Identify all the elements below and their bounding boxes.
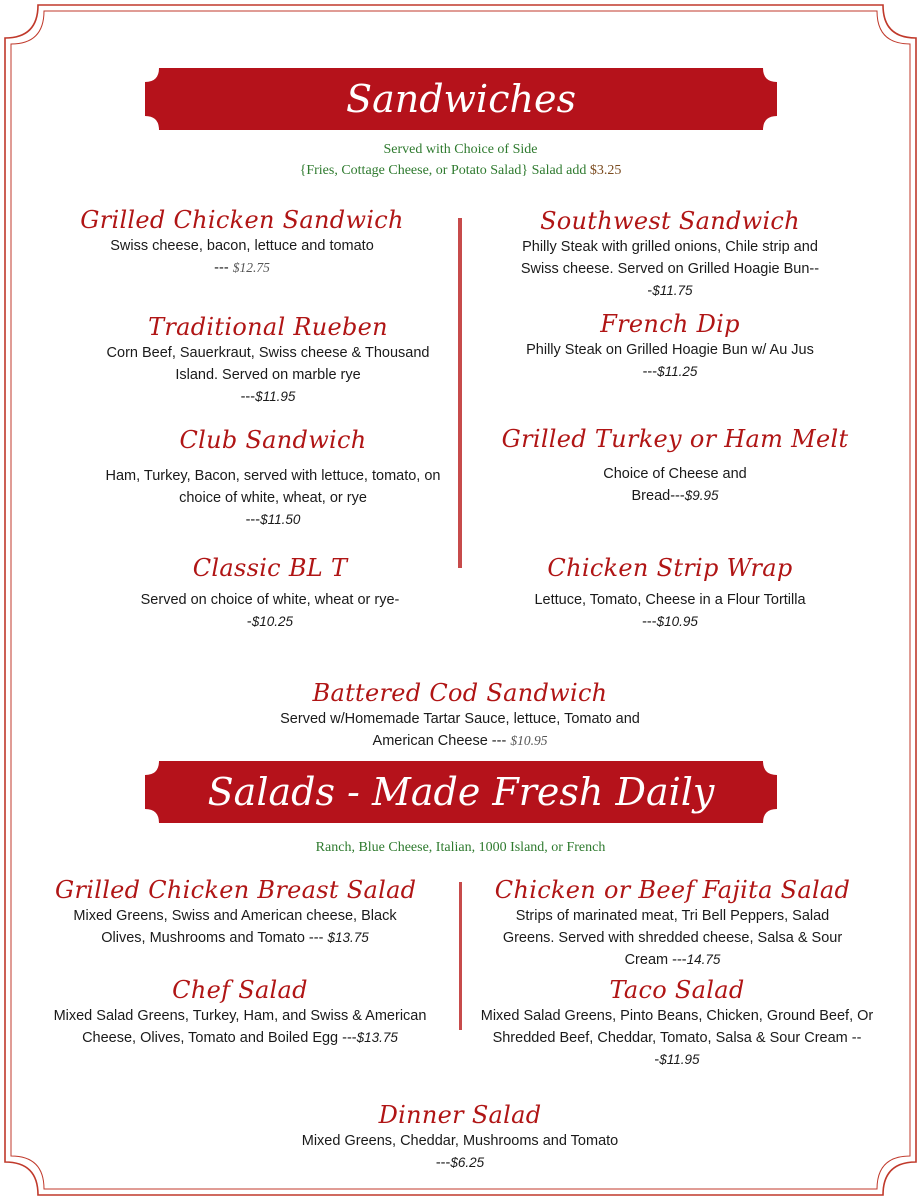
item-name: Dinner Salad [378, 1101, 542, 1129]
item-name: Grilled Turkey or Ham Melt [501, 425, 849, 453]
item-name: Grilled Chicken Breast Salad [55, 876, 417, 904]
menu-item-traditional-rueben: Traditional Rueben Corn Beef, Sauerkraut, Swiss cheese & Thousand Island. Served on marble rye ---$11.95 [95, 312, 441, 408]
item-price: $10.95 [656, 614, 698, 629]
menu-item-club-sandwich: Club Sandwich Ham, Turkey, Bacon, served with lettuce, tomato, on choice of white, wheat, or rye ---$11.50 [100, 425, 446, 531]
item-name: Grilled Chicken Sandwich [80, 206, 404, 234]
item-price: $6.25 [450, 1155, 485, 1170]
item-price: $11.25 [657, 364, 698, 379]
item-description: Served on choice of white, wheat or rye-- [140, 592, 400, 630]
sandwiches-column-divider [458, 218, 462, 568]
sides-note-line2: {Fries, Cottage Cheese, or Potato Salad} Salad add $3.25 [299, 163, 622, 178]
item-description: Mixed Greens, Swiss and American cheese, Black Olives, Mushrooms and Tomato --- [73, 908, 397, 946]
item-description: Corn Beef, Sauerkraut, Swiss cheese & Thousand Island. Served on marble rye [106, 345, 430, 383]
item-name: Chicken Strip Wrap [547, 554, 793, 582]
item-description: Strips of marinated meat, Tri Bell Peppers, Salad Greens. Served with shredded cheese, Salsa & Sour Cream --- [502, 908, 843, 968]
item-name: French Dip [600, 310, 740, 338]
item-description: Mixed Greens, Cheddar, Mushrooms and Tomato [301, 1133, 619, 1149]
menu-item-chef-salad [30, 975, 450, 1049]
item-name: Chef Salad [172, 976, 308, 1004]
menu-item-chicken-strip-wrap: Chicken Strip Wrap Lettuce, Tomato, Cheese in a Flour Tortilla ---$10.95 [490, 553, 850, 633]
item-description: Served w/Homemade Tartar Sauce, lettuce, Tomato and American Cheese --- [280, 711, 640, 749]
item-price: $12.75 [232, 260, 270, 275]
item-name: Southwest Sandwich [540, 207, 800, 235]
item-price: $10.95 [510, 733, 548, 748]
item-description: Choice of Cheese and Bread--- [603, 466, 747, 504]
item-description: Ham, Turkey, Bacon, served with lettuce, tomato, on choice of white, wheat, or rye [105, 468, 441, 506]
sandwiches-banner [145, 68, 777, 130]
item-price: $9.95 [684, 488, 719, 503]
item-price: $10.25 [251, 614, 294, 629]
salads-heading: Salads - Made Fresh Daily [207, 770, 715, 814]
item-price: $11.95 [255, 389, 296, 404]
menu-item-southwest-sandwich [490, 206, 850, 302]
dressings-note: Ranch, Blue Cheese, Italian, 1000 Island, or French [315, 840, 606, 855]
item-description: Philly Steak with grilled onions, Chile strip and Swiss cheese. Served on Grilled Hoagie Bun--- [520, 239, 820, 299]
item-description: Lettuce, Tomato, Cheese in a Flour Tortilla [534, 592, 806, 608]
item-price: $11.95 [659, 1052, 700, 1067]
menu-item-taco-salad [468, 975, 886, 1071]
item-name: Taco Salad [609, 976, 745, 1004]
item-description: Swiss cheese, bacon, lettuce and tomato [110, 238, 374, 254]
item-price: $11.50 [260, 512, 301, 527]
item-price: $13.75 [327, 930, 369, 945]
item-name: Chicken or Beef Fajita Salad [494, 876, 851, 904]
sides-note [0, 139, 921, 181]
item-price: $11.75 [652, 283, 693, 298]
item-name: Battered Cod Sandwich [312, 679, 608, 707]
menu-item-grilled-chicken-sandwich: Grilled Chicken Sandwich Swiss cheese, bacon, lettuce and tomato --- $12.75 [62, 205, 422, 279]
item-description: Mixed Salad Greens, Turkey, Ham, and Swiss & American Cheese, Olives, Tomato and Boiled Egg --- [53, 1008, 427, 1046]
menu-item-chicken-or-beef-fajita-salad [485, 875, 860, 971]
item-price: $13.75 [356, 1030, 398, 1045]
salads-column-divider [459, 882, 462, 1030]
item-name: Classic BL T [192, 554, 348, 582]
item-description: Philly Steak on Grilled Hoagie Bun w/ Au Jus [526, 342, 814, 358]
item-name: Traditional Rueben [148, 313, 388, 341]
item-name: Club Sandwich [179, 426, 367, 454]
salads-banner [145, 761, 777, 823]
menu-item-classic-blt [120, 553, 420, 633]
menu-item-grilled-turkey-or-ham-melt [500, 424, 850, 507]
salad-add-price: $3.25 [589, 163, 622, 178]
menu-item-dinner-salad: Dinner Salad Mixed Greens, Cheddar, Mushrooms and Tomato ---$6.25 [260, 1100, 660, 1174]
menu-item-battered-cod-sandwich [250, 678, 670, 752]
item-price: 14.75 [686, 952, 721, 967]
menu-item-grilled-chicken-breast-salad [55, 875, 415, 949]
sandwiches-heading: Sandwiches [346, 77, 576, 121]
menu-item-french-dip: French Dip Philly Steak on Grilled Hoagie Bun w/ Au Jus ---$11.25 [490, 309, 850, 383]
sides-note-line1: Served with Choice of Side [383, 142, 538, 157]
item-description: Mixed Salad Greens, Pinto Beans, Chicken, Ground Beef, Or Shredded Beef, Cheddar, Tomato, Salsa & Sour Cream --- [480, 1008, 874, 1068]
